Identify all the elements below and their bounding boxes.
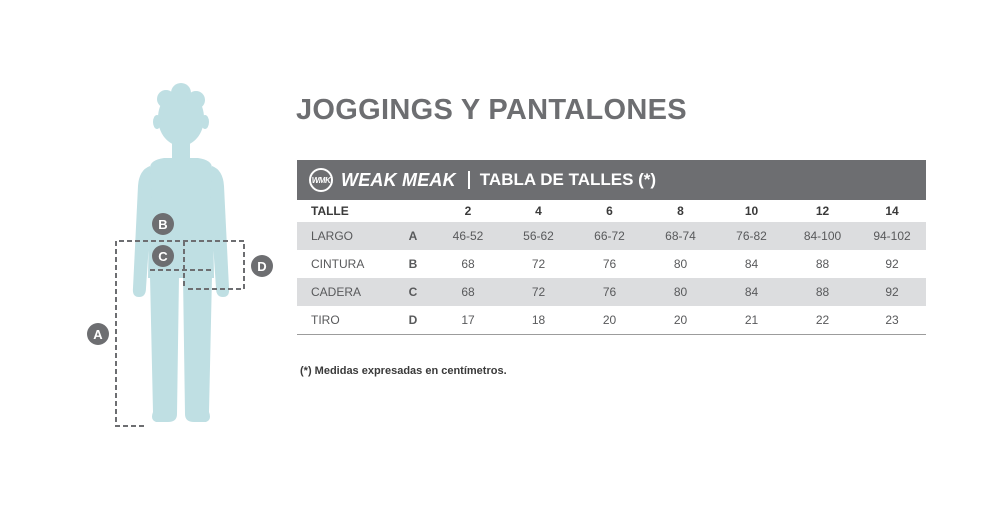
header-size: 10 bbox=[744, 204, 759, 218]
table-cell: 68 bbox=[461, 257, 475, 271]
header-code bbox=[393, 200, 433, 222]
table-row bbox=[297, 306, 926, 335]
svg-text:A: A bbox=[93, 327, 103, 342]
header-size: 4 bbox=[535, 204, 542, 218]
svg-text:C: C bbox=[158, 249, 168, 264]
header-size: 14 bbox=[885, 204, 899, 218]
row-code: B bbox=[408, 257, 418, 271]
banner-divider bbox=[468, 171, 470, 189]
table-cell: 20 bbox=[602, 313, 617, 327]
table-cell: 68-74 bbox=[645, 222, 716, 250]
table-cell: 56-62 bbox=[503, 222, 574, 250]
page-title: JOGGINGS Y PANTALONES bbox=[296, 94, 687, 126]
row-label: CADERA bbox=[297, 278, 393, 306]
table-cell: 23 bbox=[885, 313, 899, 327]
table-cell: 80 bbox=[645, 278, 716, 306]
table-header-row bbox=[297, 200, 926, 222]
table-cell: 84 bbox=[744, 257, 759, 271]
row-label: CINTURA bbox=[311, 257, 365, 271]
row-code: A bbox=[393, 222, 433, 250]
row-label: TIRO bbox=[311, 313, 340, 327]
table-cell: 66-72 bbox=[574, 222, 645, 250]
marker-b bbox=[152, 213, 174, 235]
marker-c bbox=[152, 245, 174, 267]
header-size: 12 bbox=[815, 204, 830, 218]
table-cell: 21 bbox=[744, 313, 759, 327]
table-row bbox=[297, 278, 926, 306]
table-cell: 84-100 bbox=[787, 222, 858, 250]
table-cell: 72 bbox=[503, 278, 574, 306]
table-cell: 17 bbox=[461, 313, 475, 327]
header-size: 8 bbox=[677, 204, 684, 218]
brand-name: WEAK MEAK bbox=[341, 169, 456, 190]
table-cell: 76 bbox=[602, 257, 617, 271]
table-cell: 20 bbox=[673, 313, 688, 327]
table-cell: 94-102 bbox=[858, 222, 926, 250]
table-cell: 76-82 bbox=[716, 222, 787, 250]
svg-text:D: D bbox=[257, 259, 267, 274]
row-code: C bbox=[393, 278, 433, 306]
header-talle: TALLE bbox=[311, 204, 349, 218]
svg-text:B: B bbox=[158, 217, 168, 232]
table-cell: 80 bbox=[673, 257, 688, 271]
child-figure-illustration bbox=[0, 0, 290, 518]
header-size: 6 bbox=[606, 204, 613, 218]
size-table bbox=[297, 200, 926, 335]
marker-d bbox=[251, 255, 273, 277]
table-cell: 84 bbox=[716, 278, 787, 306]
child-silhouette-icon bbox=[133, 83, 229, 422]
table-cell: 76 bbox=[574, 278, 645, 306]
banner-title: TABLA DE TALLES (*) bbox=[479, 170, 657, 189]
table-cell: 92 bbox=[858, 278, 926, 306]
brand-logo-icon: WMK bbox=[309, 168, 333, 192]
table-row bbox=[297, 222, 926, 250]
table-banner bbox=[297, 160, 926, 200]
header-size: 2 bbox=[464, 204, 472, 218]
table-cell: 46-52 bbox=[433, 222, 503, 250]
table-cell: 22 bbox=[815, 313, 830, 327]
table-cell: 88 bbox=[787, 278, 858, 306]
table-cell: 72 bbox=[531, 257, 546, 271]
table-cell: 88 bbox=[815, 257, 830, 271]
footnote: (*) Medidas expresadas en centímetros. bbox=[300, 365, 507, 377]
table-cell: 18 bbox=[531, 313, 546, 327]
table-cell: 68 bbox=[433, 278, 503, 306]
row-code: D bbox=[408, 313, 418, 327]
marker-a bbox=[87, 323, 109, 345]
table-cell: 92 bbox=[885, 257, 899, 271]
table-row bbox=[297, 250, 926, 278]
row-label: LARGO bbox=[297, 222, 393, 250]
